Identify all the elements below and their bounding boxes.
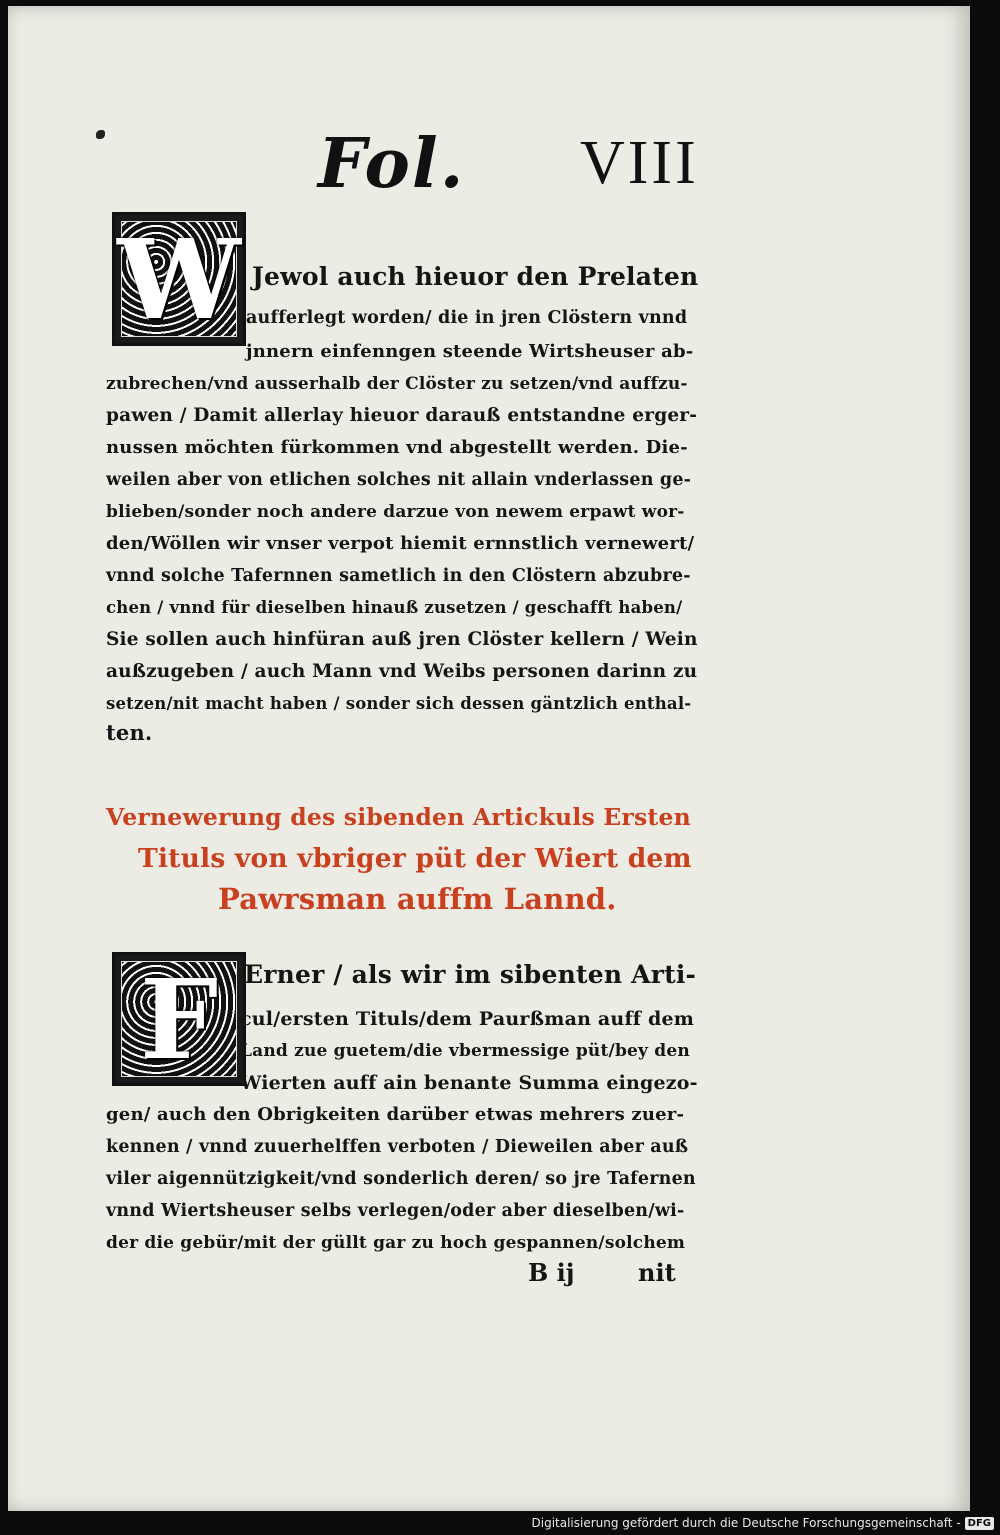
text-line: den/Wöllen wir vnser verpot hiemit ernnstlich vernewert/ <box>106 533 695 554</box>
document-page <box>8 6 970 1511</box>
text-line: chen / vnnd für dieselben hinauß zusetzen / geschafft haben/ <box>106 598 683 617</box>
decorated-initial-w <box>112 212 246 346</box>
text-line: cul/ersten Tituls/dem Paurßman auff dem <box>240 1008 695 1030</box>
digitization-footer <box>0 1511 1000 1535</box>
text-line: Sie sollen auch hinfüran auß jren Clöster kellern / Wein <box>106 629 698 650</box>
text-line: jnnern einfenngen steende Wirtsheuser ab- <box>246 341 694 362</box>
text-line: viler aigennützigkeit/vnd sonderlich deren/ so jre Tafernen <box>106 1169 696 1189</box>
text-line: aufferlegt worden/ die in jren Clöstern vnnd <box>246 308 688 328</box>
heading-line: Vernewerung des sibenden Artickuls Ersten <box>106 803 691 831</box>
heading-line: Tituls von vbriger püt der Wiert dem <box>138 843 692 874</box>
dfg-logo: DFG <box>965 1517 994 1530</box>
text-line: nussen möchten fürkommen vnd abgestellt werden. Die- <box>106 437 688 458</box>
text-line: blieben/sonder noch andere darzue von newem erpawt wor- <box>106 502 685 522</box>
text-line: zubrechen/vnd ausserhalb der Clöster zu setzen/vnd auffzu- <box>106 374 688 394</box>
text-line: pawen / Damit allerlay hieuor darauß entstandne erger- <box>106 405 698 426</box>
decorated-initial-f <box>112 952 246 1086</box>
text-line: vnnd solche Tafernnen sametlich in den Clöstern abzubre- <box>106 566 691 586</box>
text-line: Land zue guetem/die vbermessige püt/bey den <box>240 1041 690 1061</box>
text-line: vnnd Wiertsheuser selbs verlegen/oder aber dieselben/wi- <box>106 1201 685 1221</box>
signature-mark: B ij <box>528 1258 575 1287</box>
text-line: Wierten auff ain benante Summa eingezo- <box>240 1072 698 1094</box>
text-line: Jewol auch hieuor den Prelaten <box>252 262 699 291</box>
folio-number: VIII <box>580 129 699 197</box>
text-line: ten. <box>106 720 153 745</box>
page-header <box>8 124 970 214</box>
text-line: setzen/nit macht haben / sonder sich dessen gäntzlich enthal- <box>106 694 692 713</box>
initial-letter: W <box>117 214 241 344</box>
text-line: gen/ auch den Obrigkeiten darüber etwas mehrers zuer- <box>106 1104 685 1125</box>
folio-label: Fol. <box>318 124 466 204</box>
text-line: der die gebür/mit der güllt gar zu hoch gespannen/solchem <box>106 1233 686 1253</box>
text-line: weilen aber von etlichen solches nit allain vnderlassen ge- <box>106 470 692 490</box>
funding-credit: Digitalisierung gefördert durch die Deutsche Forschungsgemeinschaft - <box>531 1516 961 1530</box>
catchword: nit <box>638 1258 676 1287</box>
initial-letter: F <box>139 954 219 1084</box>
text-line: außzugeben / auch Mann vnd Weibs personen darinn zu <box>106 661 698 682</box>
text-line: Erner / als wir im sibenten Arti- <box>244 960 697 989</box>
heading-line: Pawrsman auffm Lannd. <box>218 882 617 916</box>
text-line: kennen / vnnd zuuerhelffen verboten / Dieweilen aber auß <box>106 1137 689 1157</box>
